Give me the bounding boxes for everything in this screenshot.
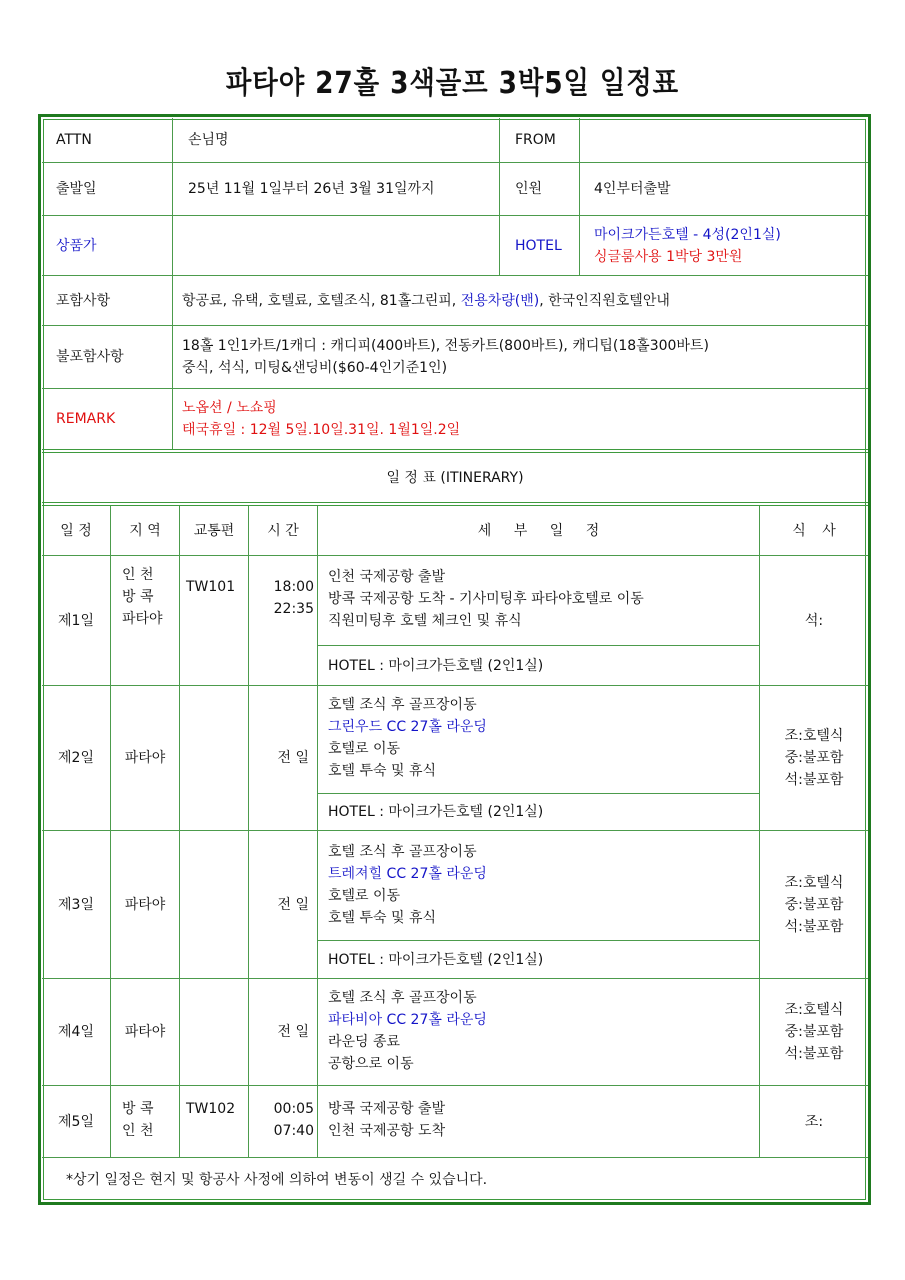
included-value: 항공료, 유택, 호텔료, 호텔조식, 81홀그린피, 전용차량(밴) , 한국인직원호텔안내 [182,276,862,325]
depart-label: 출발일 [56,181,97,197]
golf-course-greenwood: 그린우드 CC 27홀 라운딩 [328,719,487,735]
price-value [188,216,488,275]
hotel-name: 마이크가든호텔 - 4성(2인1실) [594,226,781,243]
day-4-time: 전 일 [277,1024,309,1040]
included-label: 포함사항 [56,292,111,309]
day-4-meal: 조:호텔식 중:불포함 석:불포함 [784,1002,844,1062]
page-title: 파타야 27홀 3색골프 3박5일 일정표 [225,66,680,101]
day-3-region: 파타야 [124,896,166,913]
excluded-value: 18홀 1인1카트/1캐디 : 캐디피(400바트), 전동카트(800바트), 캐디팁(18홀300바트) 중식, 석식, 미팅&샌딩비($60-4인기준1인) [182,338,709,376]
day-1-detail: 인천 국제공항 출발 방콕 국제공항 도착 - 기사미팅후 파타야호텔로 이동 직원미팅후 호텔 체크인 및 휴식 [328,569,644,629]
day-4-flight [180,979,248,1085]
attn-label: ATTN [56,132,92,148]
excluded-label: 불포함사항 [56,349,124,365]
hotel-info [594,216,864,275]
day-3-meal: 조:호텔식 중:불포함 석:불포함 [784,874,844,935]
header-time: 시 간 [267,522,299,539]
attn-value: 손님명 [188,132,229,148]
day-3-hotel: HOTEL : 마이크가든호텔 (2인1실) [328,951,544,968]
day-5-detail: 방콕 국제공항 출발 인천 국제공항 도착 [328,1101,446,1139]
header-detail: 세 부 일 정 [477,522,600,539]
depart-value: 25년 11월 1일부터 26년 3월 31일까지 [188,181,435,197]
day-3-label: 제3일 [58,896,94,913]
day-2-meal: 조:호텔식 중:불포함 석:불포함 [784,728,844,788]
day-2-label: 제2일 [58,750,94,766]
header-meal: 식 사 [792,522,836,539]
day-1-flight: TW101 [186,579,236,595]
day-2-flight [180,686,248,830]
day-5-meal: 조: [804,1113,824,1130]
day-2-hotel: HOTEL : 마이크가든호텔 (2인1실) [328,804,544,820]
remark-label: REMARK [56,411,116,427]
from-label: FROM [515,132,556,148]
day-3-flight [180,831,248,978]
day-3-time: 전 일 [277,896,309,913]
itinerary-title: 일 정 표 (ITINERARY) [386,469,524,486]
day-4-region: 파타야 [124,1024,166,1040]
day-2-time: 전 일 [277,750,309,766]
footer-note: *상기 일정은 현지 및 항공사 사정에 의하여 변동이 생길 수 있습니다. [66,1172,488,1188]
day-2-region: 파타야 [124,750,166,766]
day-5-region: 방 콕 인 천 [122,1101,154,1139]
remark-value: 노옵션 / 노쇼핑 태국휴일 : 12월 5일.10일.31일. 1월1일.2일 [182,400,461,438]
day-5-time: 00:05 07:40 [273,1101,314,1139]
people-value: 4인부터출발 [594,181,671,197]
header-region: 지 역 [129,522,161,539]
single-room-surcharge: 싱글룸사용 1박당 3만원 [594,248,743,265]
day-5-flight: TW102 [186,1101,236,1117]
golf-course-treasure-hill: 트레져힐 CC 27홀 라운딩 [328,866,487,882]
day-3-detail: 호텔 조식 후 골프장이동 트레져힐 CC 27홀 라운딩 호텔로 이동 호텔 투숙 및 휴식 [328,844,487,926]
day-4-label: 제4일 [58,1024,94,1040]
golf-course-pattavia: 파타비아 CC 27홀 라운딩 [328,1012,487,1028]
from-value [594,118,854,162]
day-1-region: 인 천 방 콕 파타야 [122,567,163,627]
day-1-time: 18:00 22:35 [273,579,314,617]
day-4-detail: 호텔 조식 후 골프장이동 파타비아 CC 27홀 라운딩 라운딩 종료 공항으로 이동 [328,990,487,1072]
header-transport: 교통편 [193,522,235,539]
day-1-label: 제1일 [58,612,94,629]
day-5-label: 제5일 [58,1113,94,1130]
private-vehicle-highlight: 전용차량(밴) [460,292,540,309]
header-day: 일 정 [60,522,92,539]
day-2-detail: 호텔 조식 후 골프장이동 그린우드 CC 27홀 라운딩 호텔로 이동 호텔 투숙 및 휴식 [328,697,487,779]
people-label: 인원 [515,181,543,197]
hotel-label: HOTEL [515,237,562,254]
day-1-hotel: HOTEL : 마이크가든호텔 (2인1실) [328,657,544,674]
day-1-meal: 석: [804,612,824,629]
price-label: 상품가 [56,237,97,254]
